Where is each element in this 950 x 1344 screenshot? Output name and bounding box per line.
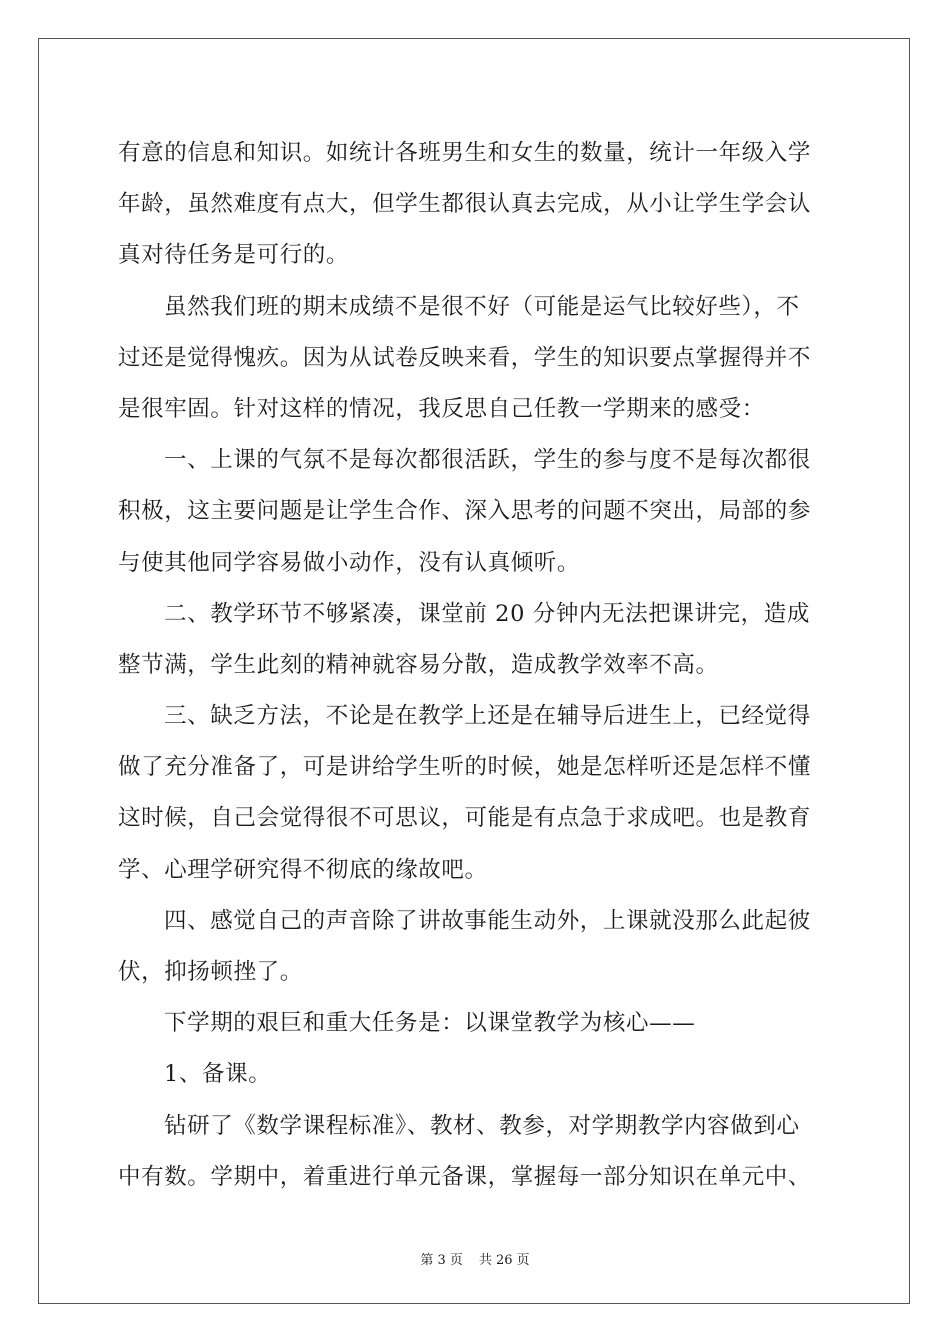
text-line-10: 二、教学环节不够紧凑，课堂前 20 分钟内无法把课讲完，造成 [164,600,810,627]
page-footer [0,1249,950,1268]
text-line-6: 是很牢固。针对这样的情况，我反思自己任教一学期来的感受： [118,395,765,422]
text-line-5: 过还是觉得愧疚。因为从试卷反映来看，学生的知识要点掌握得并不 [118,344,812,371]
text-line-4: 虽然我们班的期末成绩不是很不好（可能是运气比较好些），不 [164,293,800,320]
text-line-14: 这时候，自己会觉得很不可思议，可能是有点急于求成吧。也是教育 [118,805,812,832]
page-number: 第 3 页 [420,1253,463,1268]
text-line-13: 做了充分准备了，可是讲给学生听的时候，她是怎样听还是怎样不懂 [118,754,812,781]
text-line-21: 中有数。学期中，着重进行单元备课，掌握每一部分知识在单元中、 [118,1163,812,1190]
text-line-1: 有意的信息和知识。如统计各班男生和女生的数量，统计一年级入学 [118,140,812,166]
text-line-17: 伏，抑扬顿挫了。 [118,959,303,985]
text-line-12: 三、缺乏方法，不论是在教学上还是在辅导后进生上，已经觉得 [164,703,811,730]
text-line-2: 年龄，虽然难度有点大，但学生都很认真去完成，从小让学生学会认 [118,191,812,218]
page-total: 共 26 页 [478,1253,530,1268]
text-line-11: 整节满，学生此刻的精神就容易分散，造成教学效率不高。 [118,651,719,678]
text-line-7: 一、上课的气氛不是每次都很活跃，学生的参与度不是每次都很 [164,447,811,474]
text-line-3: 真对待任务是可行的。 [118,242,350,269]
document-body [118,128,834,1203]
text-line-16: 四、感觉自己的声音除了讲故事能生动外，上课就没那么此起彼 [164,907,811,934]
text-line-8: 积极，这主要问题是让学生合作、深入思考的问题不突出，局部的参 [118,498,812,525]
text-line-20: 钻研了《数学课程标准》、教材、教参，对学期教学内容做到心 [164,1112,800,1139]
text-line-18: 下学期的艰巨和重大任务是：以课堂教学为核心—— [164,1010,696,1037]
text-line-15: 学、心理学研究得不彻底的缘故吧。 [118,856,488,883]
text-line-19: 1、备课。 [164,1061,272,1088]
text-line-9: 与使其他同学容易做小动作，没有认真倾听。 [118,549,581,576]
